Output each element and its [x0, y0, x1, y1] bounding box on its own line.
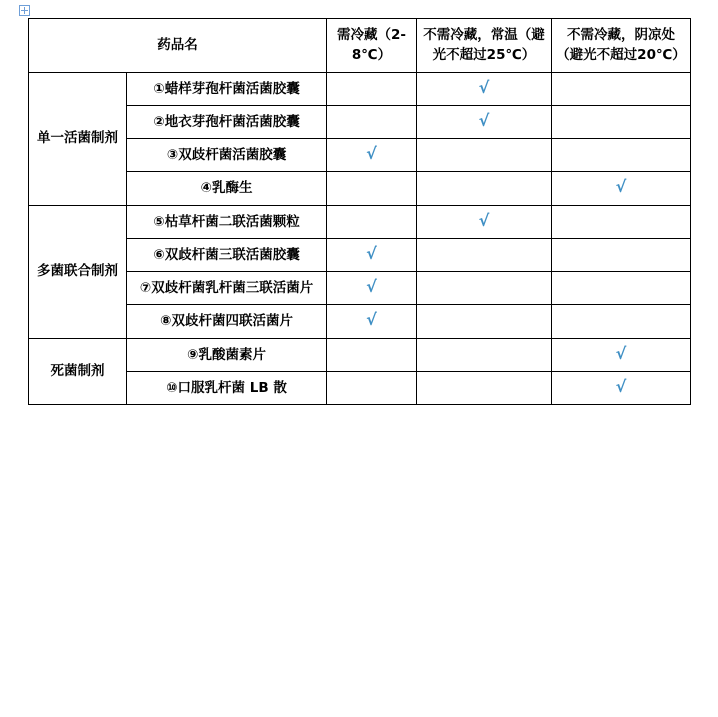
table-row	[29, 305, 691, 338]
table-row	[29, 338, 691, 371]
cold-cell	[327, 272, 417, 305]
cool-cell	[552, 272, 691, 305]
header-room-temperature: 不需冷藏，常温（避光不超过25℃）	[417, 19, 552, 73]
room-cell	[417, 305, 552, 338]
cool-cell	[552, 105, 691, 138]
probiotic-storage-table	[28, 18, 691, 405]
check-mark: √	[366, 144, 377, 163]
check-mark: √	[366, 277, 377, 296]
cool-cell	[552, 305, 691, 338]
check-mark: √	[366, 310, 377, 330]
table-row	[29, 371, 691, 404]
header-cool-place: 不需冷藏，阴凉处（避光不超过20℃）	[552, 19, 691, 73]
cold-cell	[327, 371, 417, 404]
check-mark: √	[366, 243, 377, 263]
table-move-handle[interactable]	[19, 5, 30, 16]
check-mark: √	[478, 210, 490, 230]
table-row	[29, 172, 691, 205]
table-row	[29, 72, 691, 105]
cool-cell	[552, 72, 691, 105]
cold-cell	[327, 238, 417, 271]
cold-cell	[327, 139, 417, 172]
cool-cell	[552, 205, 691, 238]
drug-name: ①蜡样芽孢杆菌活菌胶囊	[127, 72, 327, 105]
table-row	[29, 105, 691, 138]
check-mark: √	[478, 77, 490, 97]
cold-cell	[327, 105, 417, 138]
cool-cell	[552, 172, 691, 205]
drug-name: ④乳酶生	[127, 172, 327, 205]
cool-cell	[552, 371, 691, 404]
cool-cell	[552, 139, 691, 172]
table-header-row	[29, 19, 691, 73]
check-mark: √	[615, 177, 627, 197]
table-row	[29, 272, 691, 305]
room-cell	[417, 139, 552, 172]
table-row	[29, 205, 691, 238]
check-mark: √	[615, 376, 627, 396]
cold-cell	[327, 72, 417, 105]
room-cell	[417, 272, 552, 305]
cool-cell	[552, 238, 691, 271]
drug-name: ⑧双歧杆菌四联活菌片	[127, 305, 327, 338]
drug-name: ⑨乳酸菌素片	[127, 338, 327, 371]
drug-name: ③双歧杆菌活菌胶囊	[127, 139, 327, 172]
cold-cell	[327, 172, 417, 205]
cool-cell	[552, 338, 691, 371]
header-cold-storage: 需冷藏（2-8℃）	[327, 19, 417, 73]
room-cell	[417, 172, 552, 205]
drug-name: ②地衣芽孢杆菌活菌胶囊	[127, 105, 327, 138]
check-mark: √	[615, 343, 627, 363]
cold-cell	[327, 205, 417, 238]
room-cell	[417, 205, 552, 238]
table-row	[29, 238, 691, 271]
drug-name: ⑥双歧杆菌三联活菌胶囊	[127, 238, 327, 271]
group-label-single-strain: 单一活菌制剂	[29, 72, 127, 205]
table-row	[29, 139, 691, 172]
room-cell	[417, 338, 552, 371]
drug-name: ⑦双歧杆菌乳杆菌三联活菌片	[127, 272, 327, 305]
room-cell	[417, 105, 552, 138]
room-cell	[417, 371, 552, 404]
group-label-dead-bacteria: 死菌制剂	[29, 338, 127, 405]
cold-cell	[327, 305, 417, 338]
header-drug-name: 药品名	[29, 19, 327, 73]
room-cell	[417, 72, 552, 105]
room-cell	[417, 238, 552, 271]
group-label-multi-strain: 多菌联合制剂	[29, 205, 127, 338]
cold-cell	[327, 338, 417, 371]
drug-name: ⑩口服乳杆菌 LB 散	[127, 371, 327, 404]
drug-name: ⑤枯草杆菌二联活菌颗粒	[127, 205, 327, 238]
check-mark: √	[478, 110, 490, 130]
